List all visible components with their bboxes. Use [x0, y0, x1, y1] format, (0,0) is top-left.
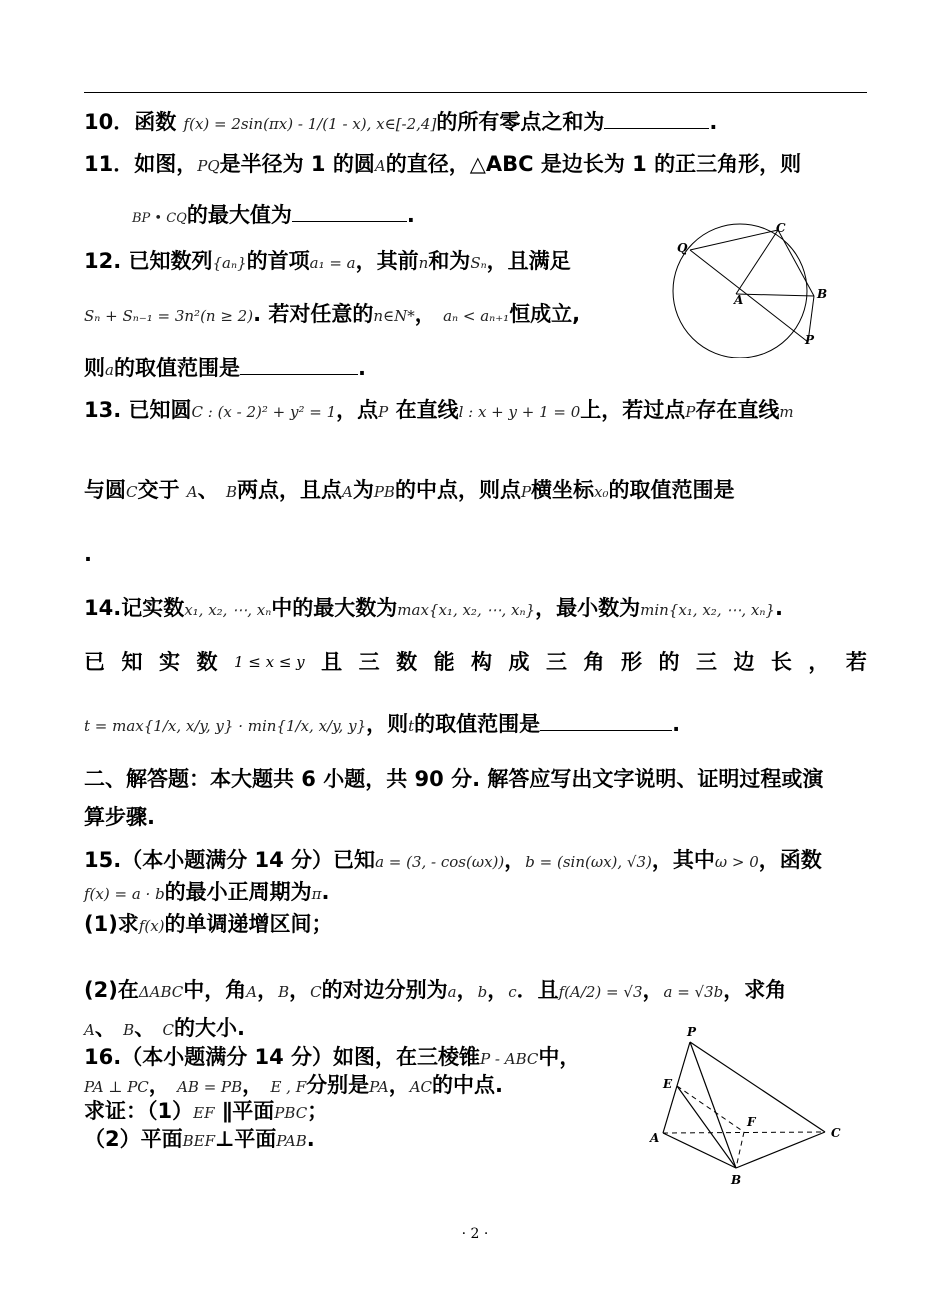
math: ω > 0	[714, 853, 759, 871]
label-Q: Q	[677, 241, 688, 255]
label-E: E	[663, 1077, 673, 1091]
text: 和为	[428, 249, 471, 273]
text: ，函数	[758, 848, 822, 872]
page-number: · 2 ·	[461, 1226, 489, 1242]
math: π	[311, 885, 322, 903]
question-12-line3	[84, 354, 366, 384]
math: n	[418, 254, 429, 272]
math: P	[520, 483, 532, 501]
text: ，	[642, 978, 664, 1002]
math: PB	[373, 483, 395, 501]
question-14-line2	[84, 648, 867, 676]
question-15-part1	[84, 910, 333, 940]
math: A	[186, 483, 198, 501]
text: 两点，且点	[236, 478, 342, 502]
formula: f(x) = 2sin(πx) - 1/(1 - x), x∈[-2,4]	[183, 115, 437, 133]
question-15-part2-line2	[84, 1014, 245, 1044]
text: 的最小正周期为	[164, 880, 312, 904]
math: E , F	[270, 1078, 307, 1096]
diameter-PQ	[690, 250, 808, 342]
edge-PC	[690, 1042, 825, 1132]
label-A: A	[650, 1131, 660, 1145]
question-10	[84, 108, 717, 138]
segment-FB-hidden	[736, 1132, 744, 1168]
text: 、	[197, 478, 219, 502]
math: t	[408, 717, 415, 735]
question-11	[84, 150, 801, 180]
math: P - ABC	[480, 1050, 539, 1068]
text: ，	[456, 978, 478, 1002]
text: 实	[158, 650, 180, 674]
math: f(x)	[138, 917, 165, 935]
math: AB = PB	[177, 1078, 243, 1096]
text: 数	[396, 650, 418, 674]
math-A: A	[374, 157, 386, 175]
edge-BC	[736, 1132, 825, 1168]
segment-EF-hidden	[677, 1086, 744, 1132]
circle	[673, 224, 807, 358]
text: ，且满足	[486, 249, 571, 273]
math: b	[477, 983, 488, 1001]
math: l : x + y + 1 = 0	[458, 403, 581, 421]
text: 的直径，△ABC 是边长为 1 的正三角形，则	[385, 152, 802, 176]
text: ，	[487, 978, 509, 1002]
text: 三	[546, 650, 568, 674]
text: 知	[121, 650, 143, 674]
text: .	[321, 880, 330, 904]
text: (1)求	[84, 912, 139, 936]
text: ，	[504, 848, 526, 872]
circle-figure	[672, 218, 848, 358]
math: A	[341, 483, 353, 501]
text: 横坐标	[531, 478, 595, 502]
question-16-proof2	[84, 1125, 315, 1155]
text: 的	[658, 650, 680, 674]
text: 、	[94, 1016, 116, 1040]
math: AC	[409, 1078, 433, 1096]
question-14	[84, 594, 783, 624]
question-15	[84, 846, 822, 876]
math: PA	[369, 1078, 389, 1096]
text: ，	[289, 978, 311, 1002]
text: 二、解答题：本大题共 6 小题，共 90 分. 解答应写出文字说明、证明过程或演	[84, 767, 824, 791]
answer-blank	[540, 710, 672, 731]
question-13-end	[84, 540, 92, 568]
text: ．且	[516, 978, 559, 1002]
math: t = max{1/x, x/y, y} · min{1/x, x/y, y}	[84, 717, 367, 735]
math: {aₙ}	[212, 254, 247, 272]
text: （2）平面	[84, 1127, 183, 1151]
math-dot-product: BP • CQ	[132, 211, 187, 226]
math: B	[225, 483, 237, 501]
label-P: P	[687, 1025, 697, 1039]
math: PAB	[276, 1132, 307, 1150]
text: 已	[84, 650, 105, 674]
text: 边	[733, 650, 755, 674]
math: Sₙ + Sₙ₋₁ = 3n²(n ≥ 2)	[84, 307, 254, 325]
segment-CB	[778, 230, 814, 296]
text: (2)在	[84, 978, 139, 1002]
question-16-proof1	[84, 1097, 328, 1127]
math: C : (x - 2)² + y² = 1	[191, 403, 337, 421]
label-C: C	[776, 221, 786, 235]
text: . 若对任意的	[253, 302, 374, 326]
text: ，	[388, 1073, 410, 1097]
question-13	[84, 396, 794, 426]
math: a	[105, 361, 114, 379]
math: BEF	[182, 1132, 216, 1150]
text: .	[774, 596, 783, 620]
question-12	[84, 247, 571, 277]
text: .	[357, 356, 366, 380]
math: a = √3b	[663, 983, 724, 1001]
segment-AC	[736, 230, 778, 294]
segment-QC	[690, 230, 778, 250]
math: P	[685, 403, 696, 421]
math: x₁, x₂, ⋯, xₙ	[184, 601, 272, 619]
text: ，	[808, 650, 830, 674]
text: 已知圆	[128, 398, 192, 422]
text: 求证：（1）	[84, 1099, 194, 1123]
text: ，其前	[355, 249, 419, 273]
text: 在直线	[395, 398, 459, 422]
question-16	[84, 1043, 580, 1073]
label-P: P	[805, 333, 815, 347]
math: aₙ < aₙ₊₁	[443, 307, 510, 325]
math: f(A/2) = √3	[558, 983, 643, 1001]
text: 的大小.	[173, 1016, 245, 1040]
math: C	[126, 483, 138, 501]
text: 的中点.	[432, 1073, 503, 1097]
text: 恒成立,	[509, 302, 581, 326]
text: 上，若过点	[580, 398, 686, 422]
text: （本小题满分 14 分）已知	[121, 848, 376, 872]
math: Sₙ	[470, 254, 487, 272]
label-F: F	[747, 1115, 756, 1129]
question-12-line2	[84, 300, 580, 330]
text: 与圆	[84, 478, 126, 502]
math: x₀	[594, 483, 609, 501]
text: ，	[257, 978, 279, 1002]
label-B: B	[817, 287, 828, 301]
text: ，其中	[651, 848, 715, 872]
math: f(x) = a · b	[84, 885, 165, 903]
question-number: 16.	[84, 1045, 122, 1069]
text: .	[709, 110, 718, 134]
text: 中的最大数为	[271, 596, 398, 620]
text: 交于	[137, 478, 180, 502]
text: 的所有零点之和为	[436, 110, 605, 134]
math: min{x₁, x₂, ⋯, xₙ}	[640, 601, 775, 619]
section-2-heading	[84, 765, 823, 793]
text: ，则	[366, 712, 409, 736]
header-rule	[84, 92, 867, 93]
math: B	[123, 1021, 135, 1039]
question-15-line2	[84, 878, 330, 908]
question-number: 12.	[84, 249, 122, 273]
text: 已知数列	[128, 249, 213, 273]
answer-blank	[240, 354, 358, 375]
text: 、	[134, 1016, 156, 1040]
text: 中，角	[183, 978, 247, 1002]
text: 且	[321, 650, 343, 674]
section-2-heading-line2	[84, 803, 155, 831]
label-A: A	[734, 293, 744, 307]
text: 若	[845, 650, 867, 674]
text: 角	[583, 650, 605, 674]
text: ，	[414, 302, 436, 326]
math: b = (sin(ωx), √3)	[525, 853, 652, 871]
text: .	[306, 1127, 315, 1151]
text: 的中点，则点	[394, 478, 521, 502]
question-13-line2	[84, 476, 735, 506]
text: ；	[307, 1099, 329, 1123]
math: C	[310, 983, 322, 1001]
math: ΔABC	[138, 983, 184, 1001]
math: a	[447, 983, 457, 1001]
text: 记实数	[121, 596, 185, 620]
math: A	[246, 983, 258, 1001]
question-number: 13.	[84, 398, 122, 422]
math: max{x₁, x₂, ⋯, xₙ}	[397, 601, 536, 619]
text: 构	[471, 650, 493, 674]
label-B: B	[731, 1173, 742, 1187]
text: ，点	[336, 398, 379, 422]
math: m	[779, 403, 794, 421]
question-number: 15.	[84, 848, 122, 872]
question-number: 11．	[84, 152, 135, 176]
text: 则	[84, 356, 105, 380]
text: ⊥平面	[215, 1127, 277, 1151]
text: 的单调递增区间；	[164, 912, 333, 936]
text: 为	[352, 478, 374, 502]
text: .	[672, 712, 681, 736]
text: ，最小数为	[535, 596, 641, 620]
text: 的取值范围是	[608, 478, 735, 502]
text: 形	[620, 650, 642, 674]
text: 是半径为 1 的圆	[219, 152, 375, 176]
math: 1 ≤ x ≤ y	[233, 653, 305, 671]
text: 的首项	[246, 249, 310, 273]
math: PBC	[274, 1104, 308, 1122]
math: a₁ = a	[309, 254, 356, 272]
math: c	[508, 983, 517, 1001]
question-number: 14.	[84, 596, 122, 620]
math: a = (3, - cos(ωx))	[375, 853, 505, 871]
answer-blank	[292, 201, 407, 222]
segment-EB	[677, 1086, 736, 1168]
math-PQ: PQ	[197, 157, 220, 175]
answer-blank	[604, 108, 709, 129]
label-C: C	[831, 1126, 841, 1140]
text: 能	[433, 650, 455, 674]
text: 算步骤.	[84, 805, 155, 829]
math: C	[162, 1021, 174, 1039]
text: 三	[358, 650, 380, 674]
math: n∈N*	[373, 307, 415, 325]
text: 如图，	[134, 152, 198, 176]
math: PA ⊥ PC	[84, 1078, 149, 1096]
text: ，求角	[723, 978, 787, 1002]
question-15-part2	[84, 976, 786, 1006]
text: 的取值范围是	[113, 356, 240, 380]
text: ∥平面	[221, 1099, 275, 1123]
text: 的对边分别为	[321, 978, 448, 1002]
text: ，	[242, 1073, 264, 1097]
question-11-line2	[132, 201, 415, 233]
math: P	[378, 403, 389, 421]
text: 成	[508, 650, 530, 674]
question-number: 10．	[84, 110, 135, 134]
text: 的取值范围是	[414, 712, 541, 736]
text: 存在直线	[695, 398, 780, 422]
text: （本小题满分 14 分）如图，在三棱锥	[121, 1045, 481, 1069]
text: 长	[770, 650, 792, 674]
text: 数	[196, 650, 218, 674]
question-14-line3	[84, 710, 680, 740]
math: B	[278, 983, 290, 1001]
text: .	[84, 542, 92, 566]
math: A	[84, 1021, 95, 1039]
text: 函数	[134, 110, 177, 134]
text: 三	[695, 650, 717, 674]
text: 分别是	[306, 1073, 370, 1097]
text: 的最大值为	[186, 203, 292, 227]
text: ，	[148, 1073, 170, 1097]
text: .	[406, 203, 415, 227]
text: 中，	[538, 1045, 581, 1069]
pyramid-figure	[645, 1020, 855, 1190]
math: EF	[193, 1104, 215, 1122]
